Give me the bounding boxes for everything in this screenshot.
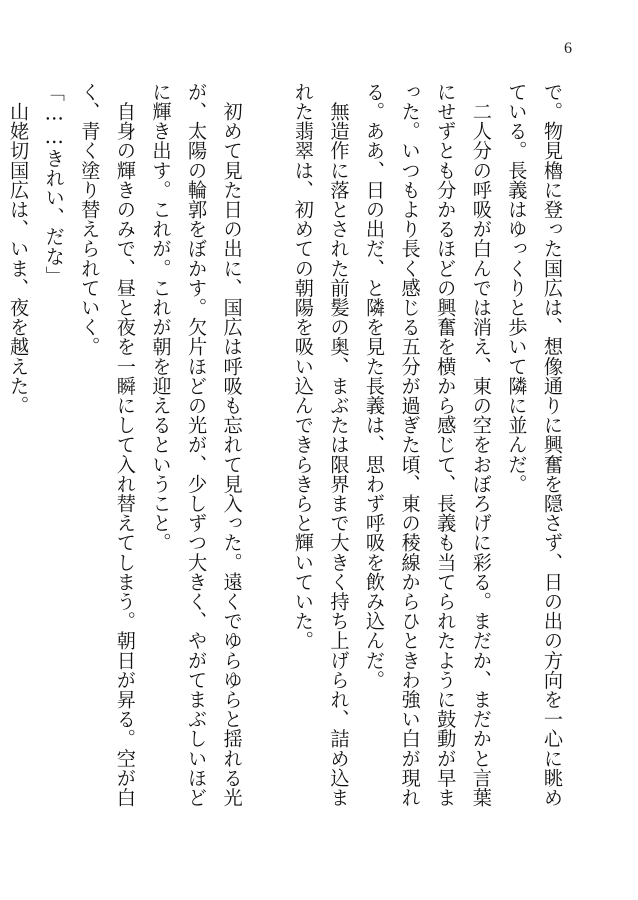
text-line: が、太陽の輪郭をぼかす。欠片ほどの光が、少しずつ大きく、やがてまぶしいほど [185,82,209,808]
page-number: 6 [564,40,572,57]
blank-line [250,82,286,872]
text-line: れた翡翠は、初めての朝陽を吸い込んできらきらと輝いていた。 [291,82,315,651]
text-line: く、青く塗り替えられていく。 [78,82,102,357]
text-line: った。いつもより長く感じる五分が過ぎた頃、東の稜線からひときわ強い白が現れ [398,82,422,808]
text-line: 初めて見た日の出に、国広は呼吸も忘れて見入った。遠くでゆらゆらと揺れる光 [220,82,244,808]
text-line: 「……きれい、だな」 [42,82,66,286]
text-line: で。物見櫓に登った国広は、想像通りに興奮を隠さず、日の出の方向を一心に眺め [541,82,564,808]
text-line: に輝き出す。これが。これが朝を迎えるということ。 [149,82,173,553]
text-line: 山姥切国広は、いま、夜を越えた。 [7,82,31,416]
text-line: ている。長義はゆっくりと歩いて隣に並んだ。 [505,82,529,494]
text-line: 二人分の呼吸が白んでは消え、東の空をおぼろげに彩る。まだか、まだかと言葉 [469,82,493,808]
text-line: る。ああ、日の出だ、と隣を見た長義は、思わず呼吸を飲み込んだ。 [363,82,387,690]
text-line: 自身の輝きのみで、昼と夜を一瞬にして入れ替えてしまう。朝日が昇る。空が白 [113,82,137,808]
vertical-text-body [1,82,571,872]
text-line: にせずとも分かるほどの興奮を横から感じて、長義も当てられたように鼓動が早ま [434,82,458,808]
text-line: 無造作に落とされた前髪の奥、まぶたは限界まで大きく持ち上げられ、詰め込ま [327,82,351,808]
